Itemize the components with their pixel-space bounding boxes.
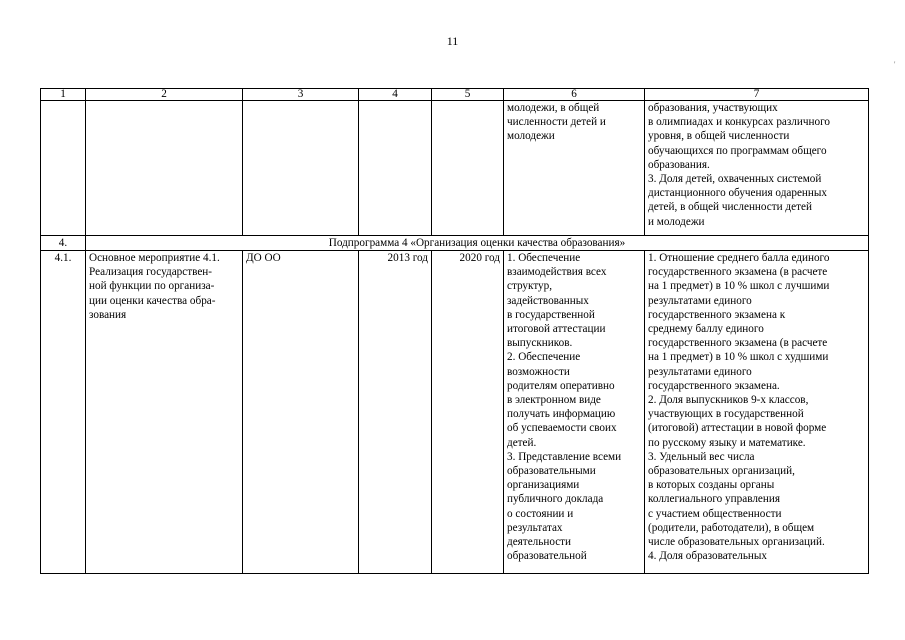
result-line: публичного доклада [507, 493, 604, 506]
result-line: о состоянии и [507, 507, 574, 520]
header-row [41, 89, 869, 101]
result-line: 1. Обеспечение [507, 252, 581, 264]
cont-col6-line: численности детей и [507, 116, 606, 129]
activity-name-line: Реализация государствен- [89, 266, 213, 279]
cont-cell-5 [432, 101, 504, 236]
subprogram-title: Подпрограмма 4 «Организация оценки качества образования» [86, 236, 869, 251]
indicator-line: в которых созданы органы [648, 479, 775, 492]
subprogram-row [41, 236, 869, 251]
cont-col7-line: в олимпиадах и конкурсах различного [648, 116, 830, 129]
activity-number: 4.1. [41, 251, 86, 574]
cont-col6-line: молодежи [507, 130, 555, 143]
cont-col7-line: образования. [648, 158, 710, 171]
cont-cell-2 [86, 101, 243, 236]
indicators-cell [645, 251, 869, 574]
result-line: задействованных [507, 294, 589, 307]
indicator-line: 3. Удельный вес числа [648, 450, 755, 463]
indicator-line: (итоговой) аттестации в новой форме [648, 422, 827, 435]
header-col-1: 1 [41, 89, 86, 101]
activity-name-line: зования [89, 308, 127, 321]
indicator-line: числе образовательных организаций. [648, 536, 825, 549]
indicator-line: результатами единого [648, 365, 752, 378]
continuation-row [41, 101, 869, 236]
cont-col6-line: молодежи, в общей [507, 102, 600, 114]
cont-col7-line: дистанционного обучения одаренных [648, 187, 827, 200]
cont-col7-line: и молодежи [648, 215, 705, 228]
activity-name-line: ции оценки качества обра- [89, 294, 216, 307]
indicator-line: государственного экзамена. [648, 379, 780, 392]
expected-results-cell [504, 251, 645, 574]
result-line: в электронном виде [507, 394, 601, 407]
page-number: 11 [446, 34, 459, 48]
indicator-line: (родители, работодатели), в общем [648, 521, 815, 534]
scan-edge-mark: ' [894, 60, 896, 69]
cont-cell-1 [41, 101, 86, 236]
indicator-line: государственного экзамена к [648, 308, 786, 321]
cont-col7-line: детей, в общей численности детей [648, 201, 812, 214]
indicator-line: государственного экзамена (в расчете [648, 337, 828, 350]
result-line: получать информацию [507, 408, 616, 421]
result-line: итоговой аттестации [507, 323, 606, 336]
cont-col7-line: обучающихся по программам общего [648, 144, 827, 157]
activity-name-line: Основное мероприятие 4.1. [89, 252, 220, 264]
result-line: взаимодействия всех [507, 266, 607, 279]
cont-col7-line: уровня, в общей численности [648, 130, 790, 143]
start-year: 2013 год [359, 251, 432, 574]
indicator-line: по русскому языку и математике. [648, 436, 806, 449]
header-col-4: 4 [359, 89, 432, 101]
result-line: деятельности [507, 536, 572, 549]
result-line: образовательными [507, 465, 596, 478]
indicator-line: на 1 предмет) в 10 % школ с худшими [648, 351, 829, 364]
end-year: 2020 год [432, 251, 504, 574]
activity-row [41, 251, 869, 574]
result-line: результатах [507, 521, 563, 534]
header-col-2: 2 [86, 89, 243, 101]
result-line: родителям оперативно [507, 379, 615, 392]
indicator-line: участвующих в государственной [648, 408, 804, 421]
result-line: детей. [507, 436, 537, 449]
indicator-line: 1. Отношение среднего балла единого [648, 252, 830, 264]
cont-cell-7 [645, 101, 869, 236]
indicator-line: среднему баллу единого [648, 323, 764, 336]
result-line: 3. Представление всеми [507, 450, 622, 463]
indicator-line: образовательных организаций, [648, 465, 795, 478]
indicator-line: на 1 предмет) в 10 % школ с лучшими [648, 280, 830, 293]
indicator-line: государственного экзамена (в расчете [648, 266, 828, 279]
cont-col7-line: образования, участвующих [648, 102, 778, 114]
responsible-executor: ДО ОО [243, 251, 359, 574]
cont-col7-line: 3. Доля детей, охваченных системой [648, 173, 822, 186]
result-line: образовательной [507, 550, 587, 563]
cont-cell-6 [504, 101, 645, 236]
cont-cell-3 [243, 101, 359, 236]
header-col-6: 6 [504, 89, 645, 101]
result-line: возможности [507, 365, 570, 378]
indicator-line: 4. Доля образовательных [648, 550, 768, 563]
subprogram-number: 4. [41, 236, 86, 251]
indicator-line: результатами единого [648, 294, 752, 307]
activity-name-line: ной функции по организа- [89, 280, 215, 293]
result-line: об успеваемости своих [507, 422, 617, 435]
result-line: выпускников. [507, 337, 573, 350]
header-col-3: 3 [243, 89, 359, 101]
result-line: 2. Обеспечение [507, 351, 581, 364]
indicator-line: с участием общественности [648, 507, 782, 520]
activity-name-cell [86, 251, 243, 574]
header-col-5: 5 [432, 89, 504, 101]
result-line: структур, [507, 280, 553, 293]
result-line: в государственной [507, 308, 595, 321]
cont-cell-4 [359, 101, 432, 236]
indicator-line: коллегиального управления [648, 493, 780, 506]
result-line: организациями [507, 479, 580, 492]
indicator-line: 2. Доля выпускников 9-х классов, [648, 394, 809, 407]
program-table [40, 88, 869, 574]
header-col-7: 7 [645, 89, 869, 101]
